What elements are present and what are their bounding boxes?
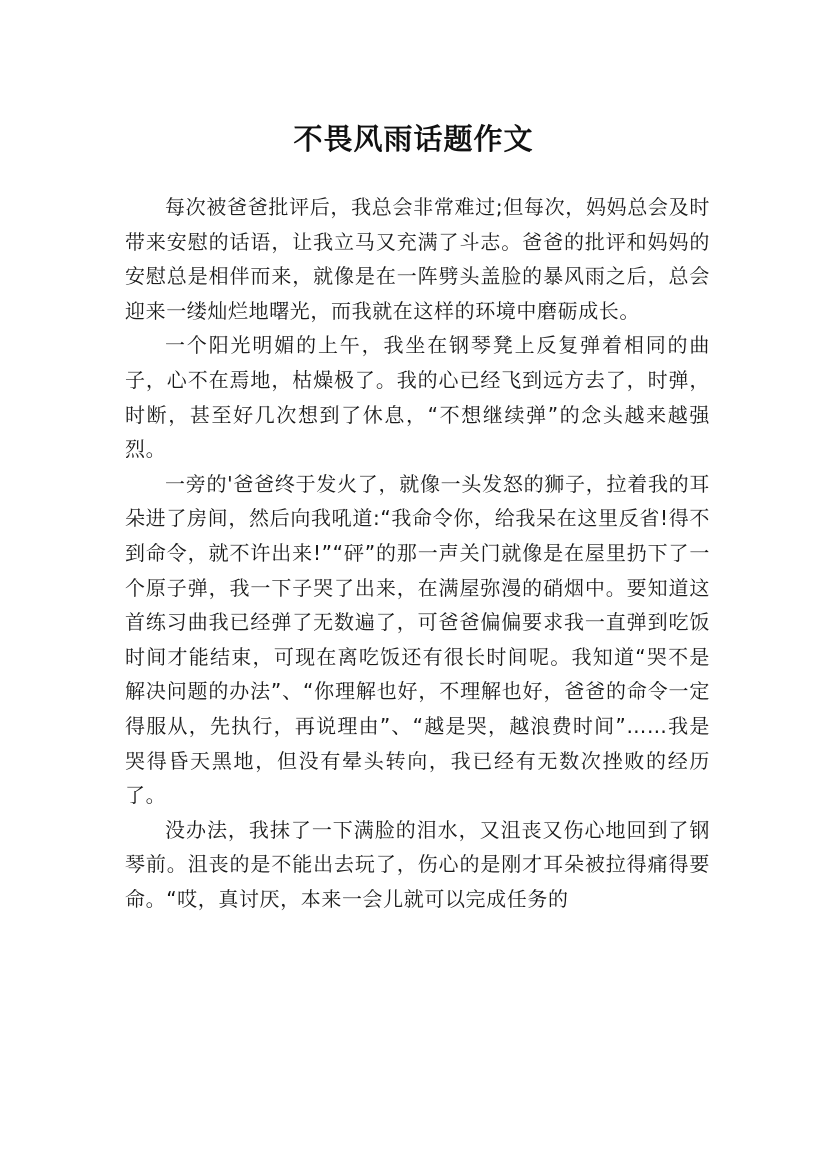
document-title: 不畏风雨话题作文: [293, 122, 534, 157]
document-body: [125, 190, 710, 916]
paragraph-2: 一个阳光明媚的上午，我坐在钢琴凳上反复弹着相同的曲子，心不在焉地，枯燥极了。我的心已经飞到远方去了，时弹，时断，甚至好几次想到了休息，“不想继续弹”的念头越来越强烈。: [125, 333, 710, 462]
paragraph-1: 每次被爸爸批评后，我总会非常难过;但每次，妈妈总会及时带来安慰的话语，让我立马又充满了斗志。爸爸的批评和妈妈的安慰总是相伴而来，就像是在一阵劈头盖脸的暴风雨之后，总会迎来一缕灿烂地曙光，而我就在这样的环境中磨砺成长。: [125, 195, 710, 323]
paragraph-3: 一旁的'爸爸终于发火了，就像一头发怒的狮子，拉着我的耳朵进了房间，然后向我吼道:“我命令你，给我呆在这里反省!得不到命令，就不许出来!”“砰”的那一声关门就像是在屋里扔下了一个原子弹，我一下子哭了出来，在满屋弥漫的硝烟中。要知道这首练习曲我已经弹了无数遍了，可爸爸偏偏要求我一直弹到吃饭时间才能结束，可现在离吃饭还有很长时间呢。我知道“哭不是解决问题的办法”、“你理解也好，不理解也好，爸爸的命令一定得服从，先执行，再说理由”、“越是哭，越浪费时间”……我是哭得昏天黑地，但没有晕头转向，我已经有无数次挫败的经历了。: [125, 471, 710, 808]
paragraph-4: 没办法，我抹了一下满脸的泪水，又沮丧又伤心地回到了钢琴前。沮丧的是不能出去玩了，伤心的是刚才耳朵被拉得痛得要命。“哎，真讨厌，本来一会儿就可以完成任务的: [125, 817, 710, 911]
